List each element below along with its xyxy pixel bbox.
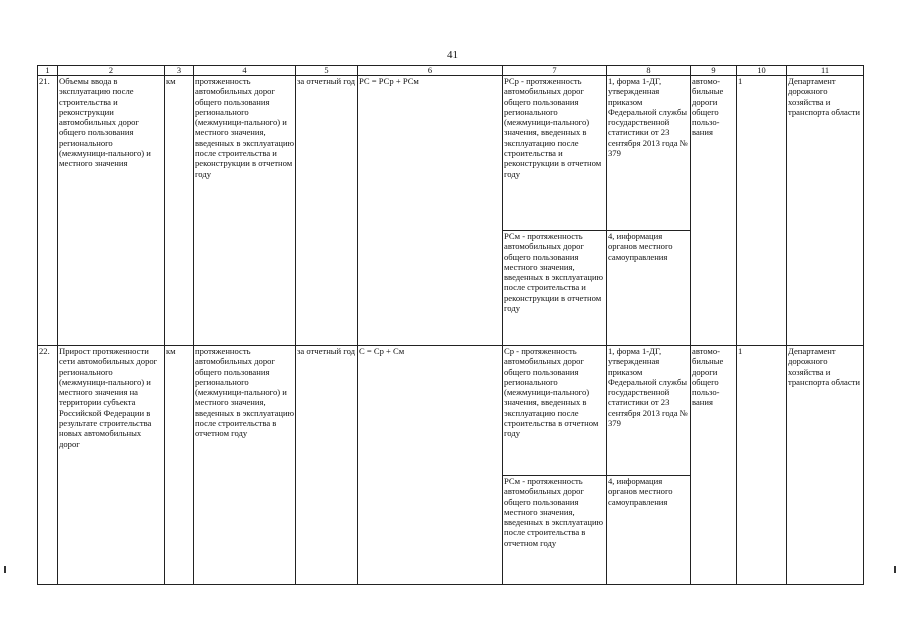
column-header: 2 xyxy=(58,66,165,76)
data-source: 1, форма 1-ДГ, утвержденная приказом Федеральной службы государственной статистики от 23 сентября 2013 года № 379 xyxy=(607,76,691,231)
row-number: 21. xyxy=(38,76,58,346)
column-header: 8 xyxy=(607,66,691,76)
data-source: 4, информация органов местного самоуправления xyxy=(607,231,691,346)
object-cell: автомо-бильные дороги общего пользо-вания xyxy=(691,346,737,585)
formula-cell: С = Ср + См xyxy=(358,346,503,585)
indicator-name: Прирост протяженности сети автомобильных дорог регионального (межмуници-пального) и местного значения на территории субъекта Российской Федерации в результате строительства новых автомобильных дорог xyxy=(58,346,165,585)
scan-mark xyxy=(894,566,896,573)
column-10-cell: 1 xyxy=(737,346,787,585)
column-header: 9 xyxy=(691,66,737,76)
component-description: Ср - протяженность автомобильных дорог общего пользования регионального (межмуници-пального) значения, введенных в эксплуатацию после строительства в отчетном году xyxy=(503,346,607,476)
component-description: РСр - протяженность автомобильных дорог общего пользования регионального (межмуници-пального) значения, введенных в эксплуатацию после строительства и реконструкции в отчетном году xyxy=(503,76,607,231)
component-description: РСм - протяженность автомобильных дорог общего пользования местного значения, введенных в эксплуатацию после строительства и реконструкции в отчетном году xyxy=(503,231,607,346)
object-cell: автомо-бильные дороги общего пользо-вания xyxy=(691,76,737,346)
formula-cell: РС = РСр + РСм xyxy=(358,76,503,346)
responsible-cell: Департамент дорожного хозяйства и транспорта области xyxy=(787,346,864,585)
data-source: 4, информация органов местного самоуправления xyxy=(607,476,691,585)
definition-cell: протяженность автомобильных дорог общего пользования регионального (межмуници-пального) и местного значения, введенных в эксплуатацию после строительства в отчетном году xyxy=(194,346,296,585)
unit-cell: км xyxy=(165,346,194,585)
column-header: 6 xyxy=(358,66,503,76)
column-header: 5 xyxy=(296,66,358,76)
column-header: 11 xyxy=(787,66,864,76)
column-header: 7 xyxy=(503,66,607,76)
column-header: 10 xyxy=(737,66,787,76)
row-number: 22. xyxy=(38,346,58,585)
period-cell: за отчетный год xyxy=(296,346,358,585)
indicator-table xyxy=(37,65,864,585)
scan-mark xyxy=(4,566,6,573)
table-row xyxy=(38,346,864,476)
data-source: 1, форма 1-ДГ, утвержденная приказом Федеральной службы государственной статистики от 23 сентября 2013 года № 379 xyxy=(607,346,691,476)
column-number-row xyxy=(38,66,864,76)
column-header: 3 xyxy=(165,66,194,76)
page-number: 41 xyxy=(447,49,458,61)
unit-cell: км xyxy=(165,76,194,346)
period-cell: за отчетный год xyxy=(296,76,358,346)
table-row xyxy=(38,76,864,231)
component-description: РСм - протяженность автомобильных дорог общего пользования местного значения, введенных в эксплуатацию после строительства в отчетном году xyxy=(503,476,607,585)
column-header: 1 xyxy=(38,66,58,76)
responsible-cell: Департамент дорожного хозяйства и транспорта области xyxy=(787,76,864,346)
indicator-name: Объемы ввода в эксплуатацию после строительства и реконструкции автомобильных дорог общего пользования регионального (межмуници-пального) и местного значения xyxy=(58,76,165,346)
definition-cell: протяженность автомобильных дорог общего пользования регионального (межмуници-пального) и местного значения, введенных в эксплуатацию после строительства и реконструкции в отчетном году xyxy=(194,76,296,346)
column-10-cell: 1 xyxy=(737,76,787,346)
column-header: 4 xyxy=(194,66,296,76)
